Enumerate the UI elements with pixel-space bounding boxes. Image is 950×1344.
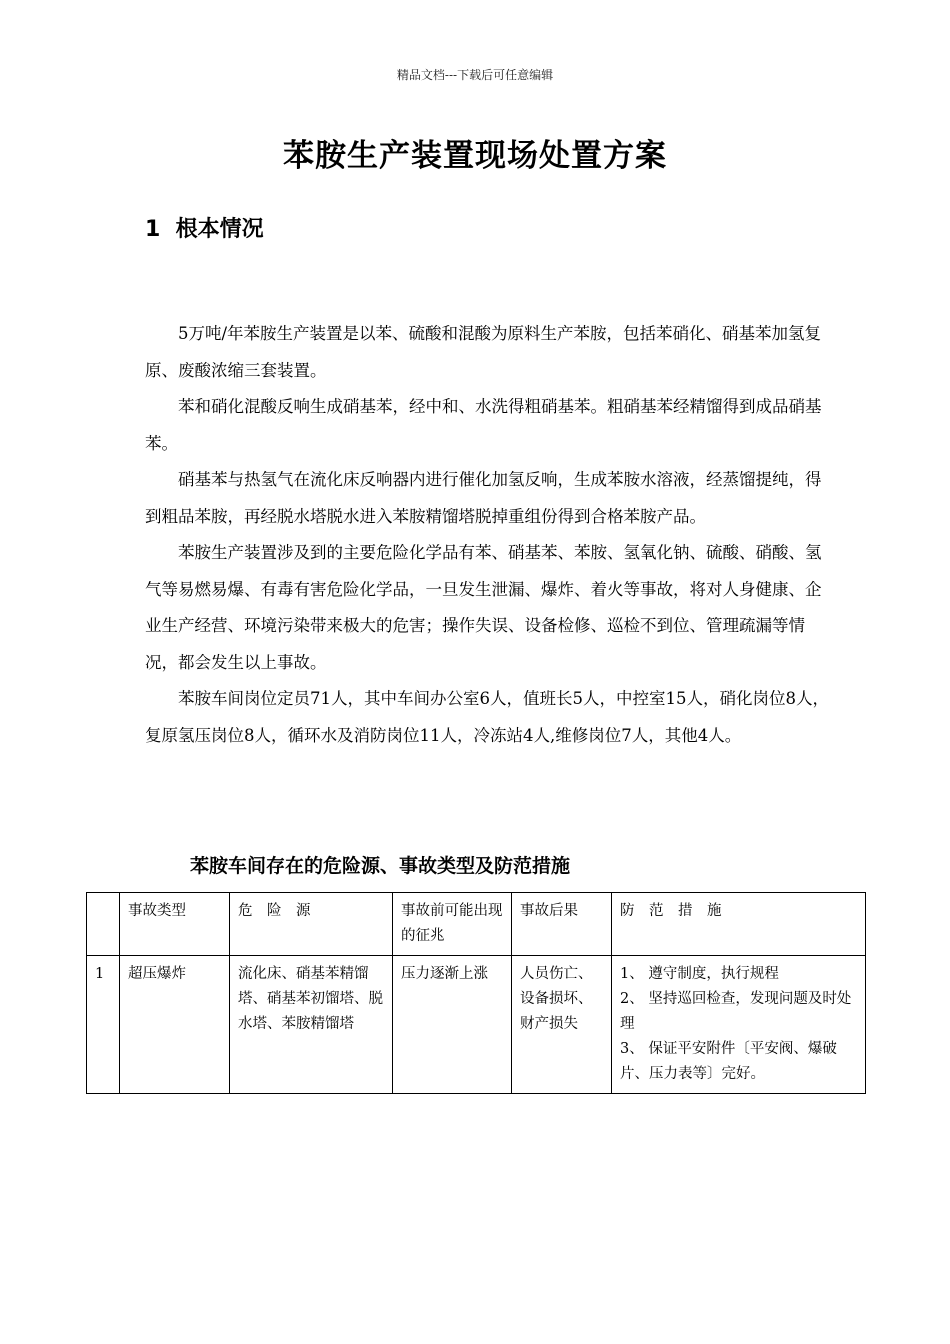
header-cell-measures: 防 范 措 施 xyxy=(612,893,866,956)
header-cell-index xyxy=(87,893,120,956)
header-cell-accident-type: 事故类型 xyxy=(120,893,230,956)
cell-consequence: 人员伤亡、设备损坏、财产损失 xyxy=(512,956,612,1094)
paragraph: 苯胺车间岗位定员71人，其中车间办公室6人，值班长5人，中控室15人，硝化岗位8人，复原氢压岗位8人，循环水及消防岗位11人，冷冻站4人,维修岗位7人，其他4人。 xyxy=(145,689,829,745)
paragraph: 苯胺生产装置涉及到的主要危险化学品有苯、硝基苯、苯胺、氢氧化钠、硫酸、硝酸、氢气等易燃易爆、有毒有害危险化学品，一旦发生泄漏、爆炸、着火等事故，将对人身健康、企业生产经营、环境污染带来极大的危害；操作失误、设备检修、巡检不到位、管理疏漏等情况，都会发生以上事故。 xyxy=(145,543,822,672)
header-cell-hazard-source: 危 险 源 xyxy=(230,893,393,956)
section-number: 1 xyxy=(145,217,161,242)
paragraph: 苯和硝化混酸反响生成硝基苯，经中和、水洗得粗硝基苯。粗硝基苯经精馏得到成品硝基苯。 xyxy=(145,397,822,453)
cell-accident-type: 超压爆炸 xyxy=(120,956,230,1094)
hazard-table xyxy=(86,892,866,1094)
table-caption: 苯胺车间存在的危险源、事故类型及防范措施 xyxy=(190,855,571,877)
measure-item: 1、 遵守制度，执行规程 xyxy=(620,966,779,982)
table-row xyxy=(87,956,866,1094)
header-note: 精品文档---下载后可任意编辑 xyxy=(396,68,554,82)
measure-item: 3、 保证平安附件〔平安阀、爆破片、压力表等〕完好。 xyxy=(620,1041,837,1082)
paragraph: 硝基苯与热氢气在流化床反响器内进行催化加氢反响，生成苯胺水溶液，经蒸馏提纯，得到粗品苯胺，再经脱水塔脱水进入苯胺精馏塔脱掉重组份得到合格苯胺产品。 xyxy=(145,470,822,526)
cell-hazard-source: 流化床、硝基苯精馏塔、硝基苯初馏塔、脱水塔、苯胺精馏塔 xyxy=(230,956,393,1094)
header-cell-consequence: 事故后果 xyxy=(512,893,612,956)
document-title: 苯胺生产装置现场处置方案 xyxy=(283,138,667,174)
section-heading xyxy=(145,212,264,243)
table-header-row xyxy=(87,893,866,956)
measure-item: 2、 坚持巡回检查，发现问题及时处理 xyxy=(620,991,852,1032)
paragraph: 5万吨/年苯胺生产装置是以苯、硫酸和混酸为原料生产苯胺，包括苯硝化、硝基苯加氢复原、废酸浓缩三套装置。 xyxy=(145,324,822,380)
section-heading-text: 根本情况 xyxy=(175,217,264,242)
body-text xyxy=(145,316,835,754)
cell-index: 1 xyxy=(87,956,120,1094)
header-cell-precursor: 事故前可能出现的征兆 xyxy=(393,893,512,956)
cell-measures xyxy=(612,956,866,1094)
cell-precursor: 压力逐渐上涨 xyxy=(393,956,512,1094)
